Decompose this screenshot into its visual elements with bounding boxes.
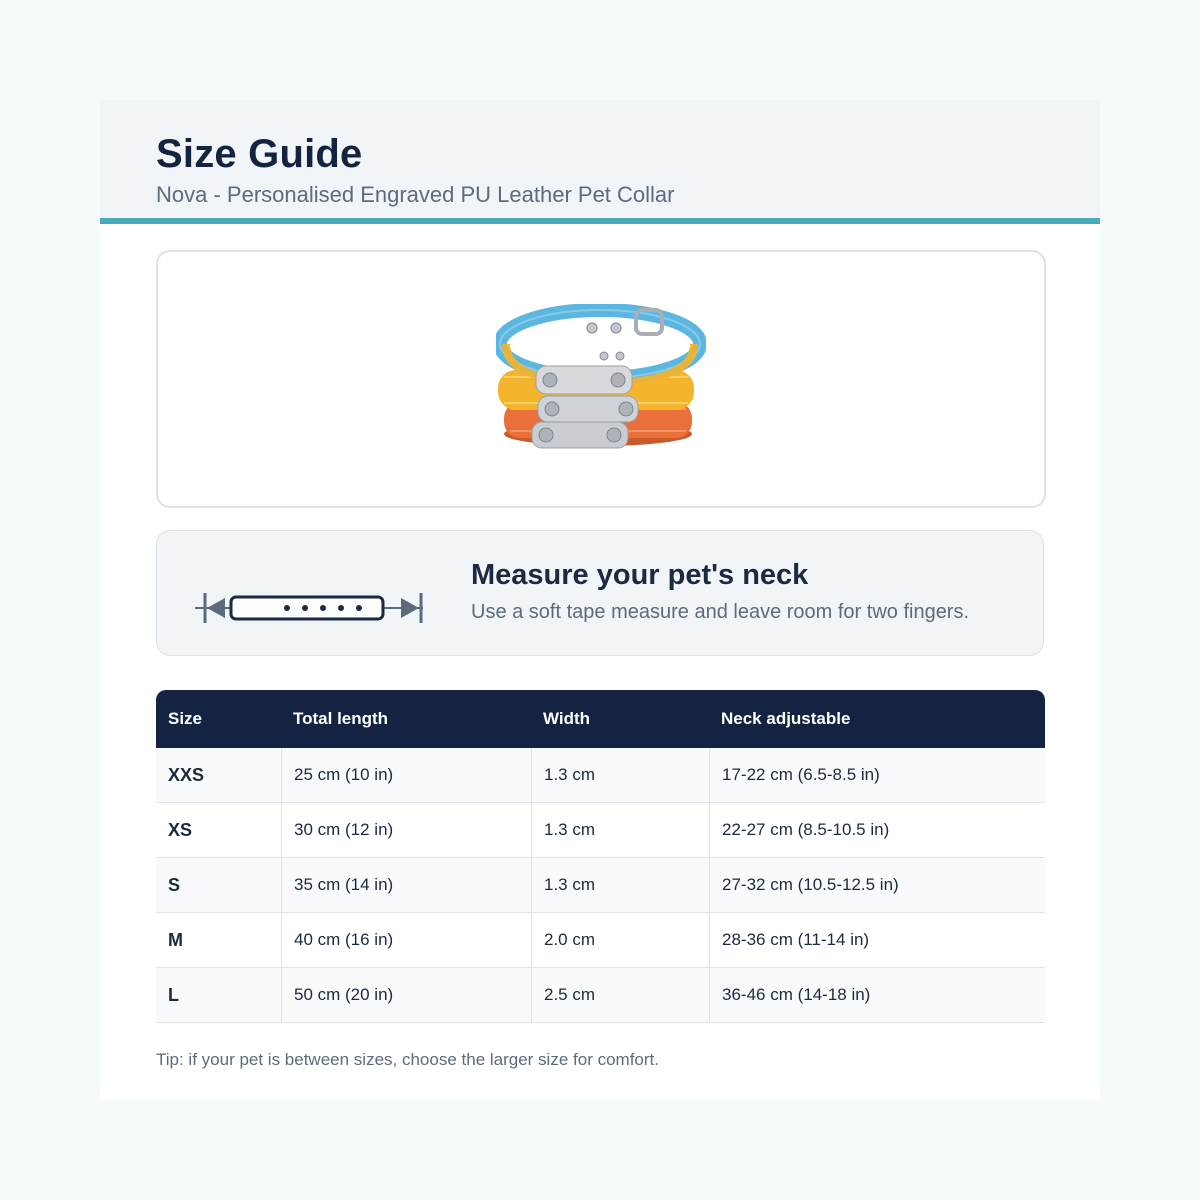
table-row — [156, 968, 1045, 1023]
size-cell: XXS — [156, 748, 281, 803]
column-header-width: Width — [531, 690, 709, 748]
header — [100, 100, 1100, 218]
neck-adjustable-cell: 36-46 cm (14-18 in) — [709, 968, 1045, 1023]
measure-title: Measure your pet's neck — [471, 559, 809, 591]
size-cell: M — [156, 913, 281, 968]
size-cell: L — [156, 968, 281, 1023]
measure-tip-panel — [156, 530, 1044, 656]
total-length-cell: 35 cm (14 in) — [281, 858, 531, 913]
size-table — [156, 690, 1045, 1023]
column-header-total-length: Total length — [281, 690, 531, 748]
total-length-cell: 40 cm (16 in) — [281, 913, 531, 968]
product-image-panel — [156, 250, 1046, 508]
total-length-cell: 25 cm (10 in) — [281, 748, 531, 803]
column-header-size: Size — [156, 690, 281, 748]
total-length-cell: 50 cm (20 in) — [281, 968, 531, 1023]
neck-adjustable-cell: 27-32 cm (10.5-12.5 in) — [709, 858, 1045, 913]
table-row — [156, 748, 1045, 803]
neck-adjustable-cell: 22-27 cm (8.5-10.5 in) — [709, 803, 1045, 858]
width-cell: 1.3 cm — [531, 858, 709, 913]
width-cell: 1.3 cm — [531, 803, 709, 858]
table-row — [156, 858, 1045, 913]
total-length-cell: 30 cm (12 in) — [281, 803, 531, 858]
tape-measure-icon — [191, 587, 427, 627]
table-header-row — [156, 690, 1045, 748]
neck-adjustable-cell: 17-22 cm (6.5-8.5 in) — [709, 748, 1045, 803]
column-header-neck-adjustable: Neck adjustable — [709, 690, 1045, 748]
neck-adjustable-cell: 28-36 cm (11-14 in) — [709, 913, 1045, 968]
width-cell: 1.3 cm — [531, 748, 709, 803]
table-row — [156, 913, 1045, 968]
size-cell: XS — [156, 803, 281, 858]
header-accent-bar — [100, 218, 1100, 224]
width-cell: 2.0 cm — [531, 913, 709, 968]
size-cell: S — [156, 858, 281, 913]
sizing-tip: Tip: if your pet is between sizes, choose the larger size for comfort. — [156, 1050, 659, 1069]
measure-subtitle: Use a soft tape measure and leave room for two fingers. — [471, 601, 970, 623]
pet-collars-image — [496, 304, 706, 454]
width-cell: 2.5 cm — [531, 968, 709, 1023]
table-row — [156, 803, 1045, 858]
product-subtitle: Nova - Personalised Engraved PU Leather Pet Collar — [156, 182, 675, 207]
size-guide-card — [100, 100, 1100, 1100]
page-title: Size Guide — [156, 132, 363, 176]
